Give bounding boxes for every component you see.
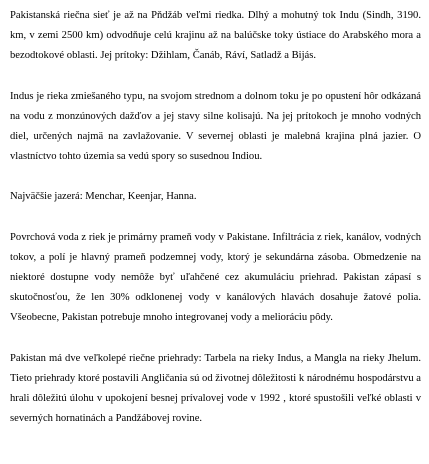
text-line: Obmedzenie na niektoré dostupne vody nemôže byť uľahčené cez akumuláciu priehrad. [10,251,421,284]
text-line: mnoho vodných diel, určených najmä na zavlažovanie. V severnej oblasti je malebná [10,110,422,143]
paragraph-surface-water [10,228,421,329]
text-line: vodných tokov, a polí je hlavný prameň podzemnej vody, ktorý je sekundárna zásoba. [10,231,421,263]
text-line: odkázaná na vodu z monzúnových dažďov a jej stavy silne kolisajú. Na jej prítokoch je [10,90,421,122]
text-line: Arabského mora a bezodtokové oblasti. Jej prítoky: Džihlam, Čanáb, Ráví, Satladž a [10,30,421,62]
paragraph-dams [10,349,421,430]
paragraph-lakes [10,187,421,207]
text-line: Povrchová voda z riek je primárny prameň vody v Pakistane. Infiltrácia z riek, kanálov, [10,231,385,243]
text-line: dosahuje žatové polia. Všeobecne, Pakistan potrebuje mnoho integrovanej vody a [10,292,421,324]
text-line: Pakistanská riečna sieť je až na Pňdžáb veľmi riedka. Dlhý a mohutný tok Indu (Sindh, [10,10,398,21]
text-line: hospodárstvu a hrali dôležitú úlohu v upokojení besnej prívalovej vode v 1992 , ktoré [10,372,421,405]
text-line: Indus je rieka zmiešaného typu, na svojom strednom a dolnom toku je po opustení hôr [10,90,381,102]
text-line: 3190. km, v zemi 2500 km) odvodňuje celú krajinu až na balúčske toky ústiace do [10,10,421,42]
text-line: krajina plná jazier. O vlastníctvo tohto územia sa vedú spory so susednou Indiou. [10,131,421,163]
text-line: Pakistan má dve veľkolepé riečne priehrady: Tarbela na rieky Indus, a Mangla na rieky [10,352,388,364]
text-line: Bijás. [291,50,316,62]
text-line: Jhelum. Tieto priehrady ktoré postavili Angličania sú od životnej dôležitosti k národnému [10,352,421,384]
paragraph-river-network [10,6,421,67]
paragraph-indus [10,87,421,168]
text-line: melioráciu pôdy. [261,312,333,324]
text-line: Pakistan zápasí s skutočnosťou, že len 30% odklonenej vody v kanálových hlavách [10,272,421,304]
text-line: spustošili veľké oblasti v severných hornatinách a Pandžábovej rovine. [10,393,421,425]
text-line: Najväčšie jazerá: Menchar, Keenjar, Hanna. [10,191,197,203]
